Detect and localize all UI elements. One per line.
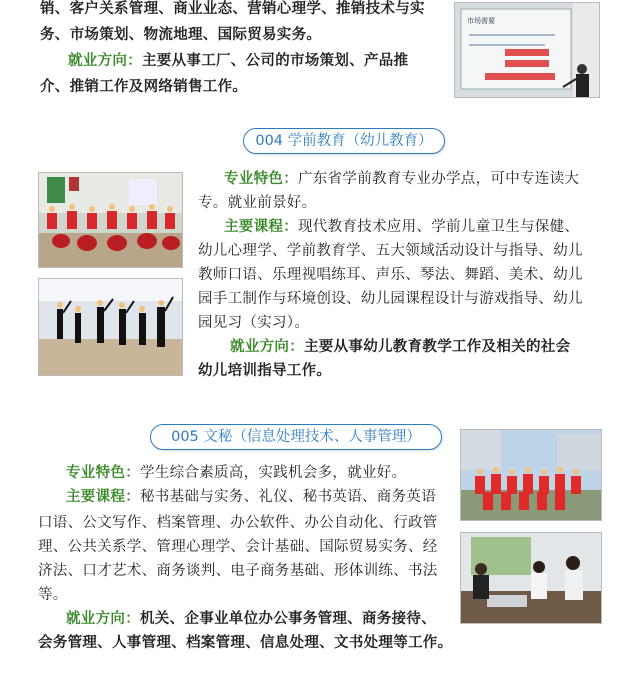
marketing-employment-line2: 介、推销工作及网络销售工作。	[40, 79, 248, 95]
secretary-courses-line2: 口语、公文写作、档案管理、办公软件、办公自动化、行政管	[38, 515, 438, 531]
office-meeting-photo	[460, 532, 602, 624]
dance-class-photo	[38, 278, 183, 376]
marketing-courses-line2: 务、市场策划、物流地理、国际贸易实务。	[40, 27, 322, 43]
secretary-courses-line5: 等。	[38, 587, 68, 603]
drum-band-photo	[38, 172, 183, 268]
preschool-courses: 主要课程：现代教育技术应用、学前儿童卫生与保健、	[224, 219, 580, 235]
secretary-employment-line2: 会务管理、人事管理、档案管理、信息处理、文书处理等工作。	[38, 635, 453, 651]
secretary-courses-line4: 济法、口才艺术、商务谈判、电子商务基础、形体训练、书法	[38, 563, 438, 579]
secretary-courses: 主要课程：秘书基础与实务、礼仪、秘书英语、商务英语	[66, 489, 436, 505]
preschool-courses-line5: 园见习（实习）。	[198, 315, 310, 331]
secretary-courses-line3: 理、公共关系学、管理心理学、会计基础、国际贸易实务、经	[38, 539, 438, 555]
secretary-employment: 就业方向：机关、企事业单位办公事务管理、商务接待、	[66, 611, 436, 627]
preschool-employment: 就业方向：主要从事幼儿教育教学工作及相关的社会	[230, 339, 571, 355]
marketing-courses-line1: 销、客户关系管理、商业业态、营销心理学、推销技术与实	[40, 1, 425, 17]
section-004-title: 004 学前教育（幼儿教育）	[243, 128, 445, 154]
marketing-employment: 就业方向：主要从事工厂、公司的市场策划、产品推	[68, 53, 409, 69]
students-group-photo	[460, 429, 602, 521]
preschool-employment-line2: 幼儿培训指导工作。	[198, 363, 332, 379]
secretary-feature: 专业特色：学生综合素质高，实践机会多，就业好。	[66, 465, 407, 481]
preschool-courses-line2: 幼儿心理学、学前教育学、五大领域活动设计与指导、幼儿	[198, 243, 583, 259]
preschool-courses-line3: 教师口语、乐理视唱练耳、声乐、琴法、舞蹈、美术、幼儿	[198, 267, 583, 283]
preschool-feature-line2: 专。就业前景好。	[198, 195, 317, 211]
classroom-presentation-photo	[454, 2, 600, 98]
section-005-title: 005 文秘（信息处理技术、人事管理）	[150, 424, 442, 450]
preschool-courses-line4: 园手工制作与环境创设、幼儿园课程设计与游戏指导、幼儿	[198, 291, 583, 307]
preschool-feature: 专业特色：广东省学前教育专业办学点，可中专连读大	[224, 171, 580, 187]
slide-title: 市场需要	[467, 17, 495, 25]
